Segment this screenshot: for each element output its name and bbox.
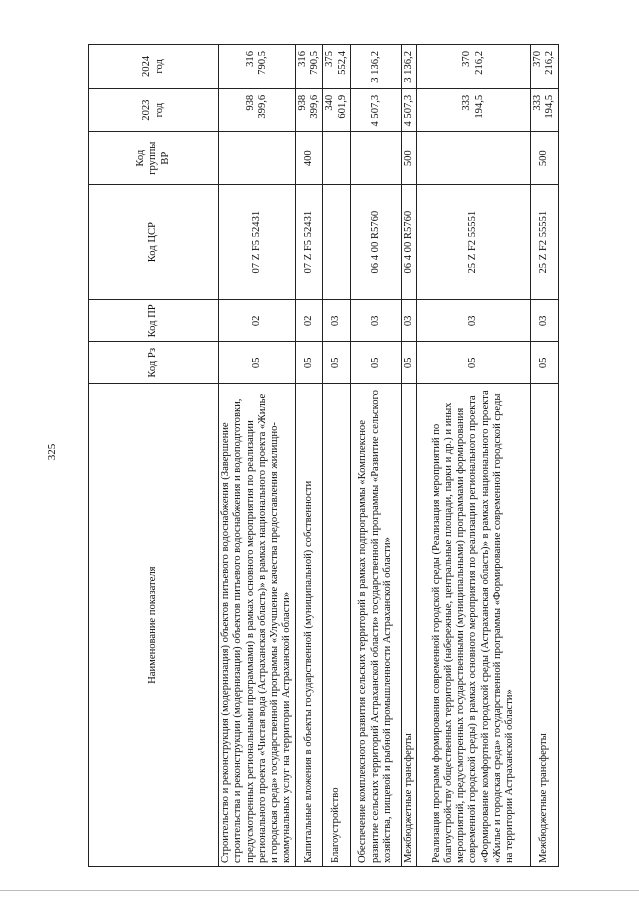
- cell-vr: 400: [295, 132, 323, 184]
- cell-rz: 05: [295, 342, 323, 384]
- cell-csr: 25 Z F2 55551: [417, 184, 531, 299]
- cell-2024: 3 136,2: [401, 45, 416, 89]
- cell-vr: 500: [401, 132, 416, 184]
- cell-name: Обеспечение комплексного развития сельских территорий в рамках подпрограммы «Комплексное развитие сельских территорий Астраханской области» государственной программы «Развитие сельского хозяйства, пищевой и рыбной промышленности Астраханской области»: [350, 384, 401, 867]
- cell-rz: 05: [219, 342, 296, 384]
- cell-rz: 05: [350, 342, 401, 384]
- table-row: [323, 45, 351, 867]
- cell-csr: 25 Z F2 55551: [531, 184, 559, 299]
- scan-fold-line: [0, 890, 639, 891]
- cell-2024: 316 790,5: [219, 45, 296, 89]
- header-2024: 2024 год: [89, 45, 219, 89]
- cell-2023: 938 399,6: [219, 88, 296, 132]
- cell-csr: 07 Z F5 52431: [219, 184, 296, 299]
- cell-rz: 05: [323, 342, 351, 384]
- cell-vr: [350, 132, 401, 184]
- cell-csr: [323, 184, 351, 299]
- cell-vr: [323, 132, 351, 184]
- cell-vr: [219, 132, 296, 184]
- header-2023: 2023 год: [89, 88, 219, 132]
- table-row: [295, 45, 323, 867]
- cell-2024: 370 216,2: [531, 45, 559, 89]
- cell-name: Реализация программ формирования современной городской среды (Реализация мероприятий по благоустройству общественных территорий (набережные, центральные площади, парки и др.) и иных мероприятий, предусмотренных государственными (муниципальными) программами формирования современной городской среды) в рамках основного мероприятия по реализации регионального проекта «Формирование комфортной городской среды (Астраханская область)» в рамках национального проекта «Жилье и городская среда» государственной программы «Формирование современной городской среды на территории Астраханской области»: [417, 384, 531, 867]
- cell-name: Благоустройство: [323, 384, 351, 867]
- page-number: 325: [46, 443, 58, 461]
- cell-2023: 4 507,3: [350, 88, 401, 132]
- cell-pr: 03: [417, 300, 531, 342]
- cell-pr: 03: [401, 300, 416, 342]
- cell-pr: 02: [219, 300, 296, 342]
- budget-table: [88, 44, 559, 867]
- cell-2023: 938 399,6: [295, 88, 323, 132]
- cell-2024: 316 790,5: [295, 45, 323, 89]
- cell-name: Межбюджетные трансферты: [401, 384, 416, 867]
- cell-pr: 03: [323, 300, 351, 342]
- header-pr: Код ПР: [89, 300, 219, 342]
- cell-rz: 05: [417, 342, 531, 384]
- header-csr: Код ЦСР: [89, 184, 219, 299]
- header-rz: Код Рз: [89, 342, 219, 384]
- table-row: [531, 45, 559, 867]
- cell-2023: 340 601,9: [323, 88, 351, 132]
- header-row: [89, 45, 219, 867]
- cell-2023: 333 194,5: [531, 88, 559, 132]
- cell-2024: 3 136,2: [350, 45, 401, 89]
- rotated-table-container: [88, 44, 558, 867]
- cell-name: Строительство и реконструкция (модернизация) объектов питьевого водоснабжения (Завершение строительства и реконструкции (модернизации) объектов питьевого водоснабжения и водоподготовки, предусмотренных региональными программами) в рамках основного мероприятия по реализации регионального проекта «Чистая вода (Астраханская область)» в рамках национального проекта «Жилье и городская среда» государственной программы «Улучшение качества предоставления жилищно-коммунальных услуг на территории Астраханской области»: [219, 384, 296, 867]
- cell-2024: 375 552,4: [323, 45, 351, 89]
- cell-2023: 333 194,5: [417, 88, 531, 132]
- cell-name: Межбюджетные трансферты: [531, 384, 559, 867]
- cell-csr: 07 Z F5 52431: [295, 184, 323, 299]
- cell-rz: 05: [401, 342, 416, 384]
- cell-name: Капитальные вложения в объекты государственной (муниципальной) собственности: [295, 384, 323, 867]
- cell-vr: 500: [531, 132, 559, 184]
- table-row: [401, 45, 416, 867]
- cell-pr: 03: [350, 300, 401, 342]
- cell-2024: 370 216,2: [417, 45, 531, 89]
- table-row: [350, 45, 401, 867]
- cell-csr: 06 4 00 R5760: [401, 184, 416, 299]
- cell-rz: 05: [531, 342, 559, 384]
- table-row: [417, 45, 531, 867]
- cell-vr: [417, 132, 531, 184]
- cell-csr: 06 4 00 R5760: [350, 184, 401, 299]
- cell-pr: 02: [295, 300, 323, 342]
- cell-2023: 4 507,3: [401, 88, 416, 132]
- header-name: Наименование показателя: [89, 384, 219, 867]
- table-row: [219, 45, 296, 867]
- cell-pr: 03: [531, 300, 559, 342]
- header-vr: Код группы ВР: [89, 132, 219, 184]
